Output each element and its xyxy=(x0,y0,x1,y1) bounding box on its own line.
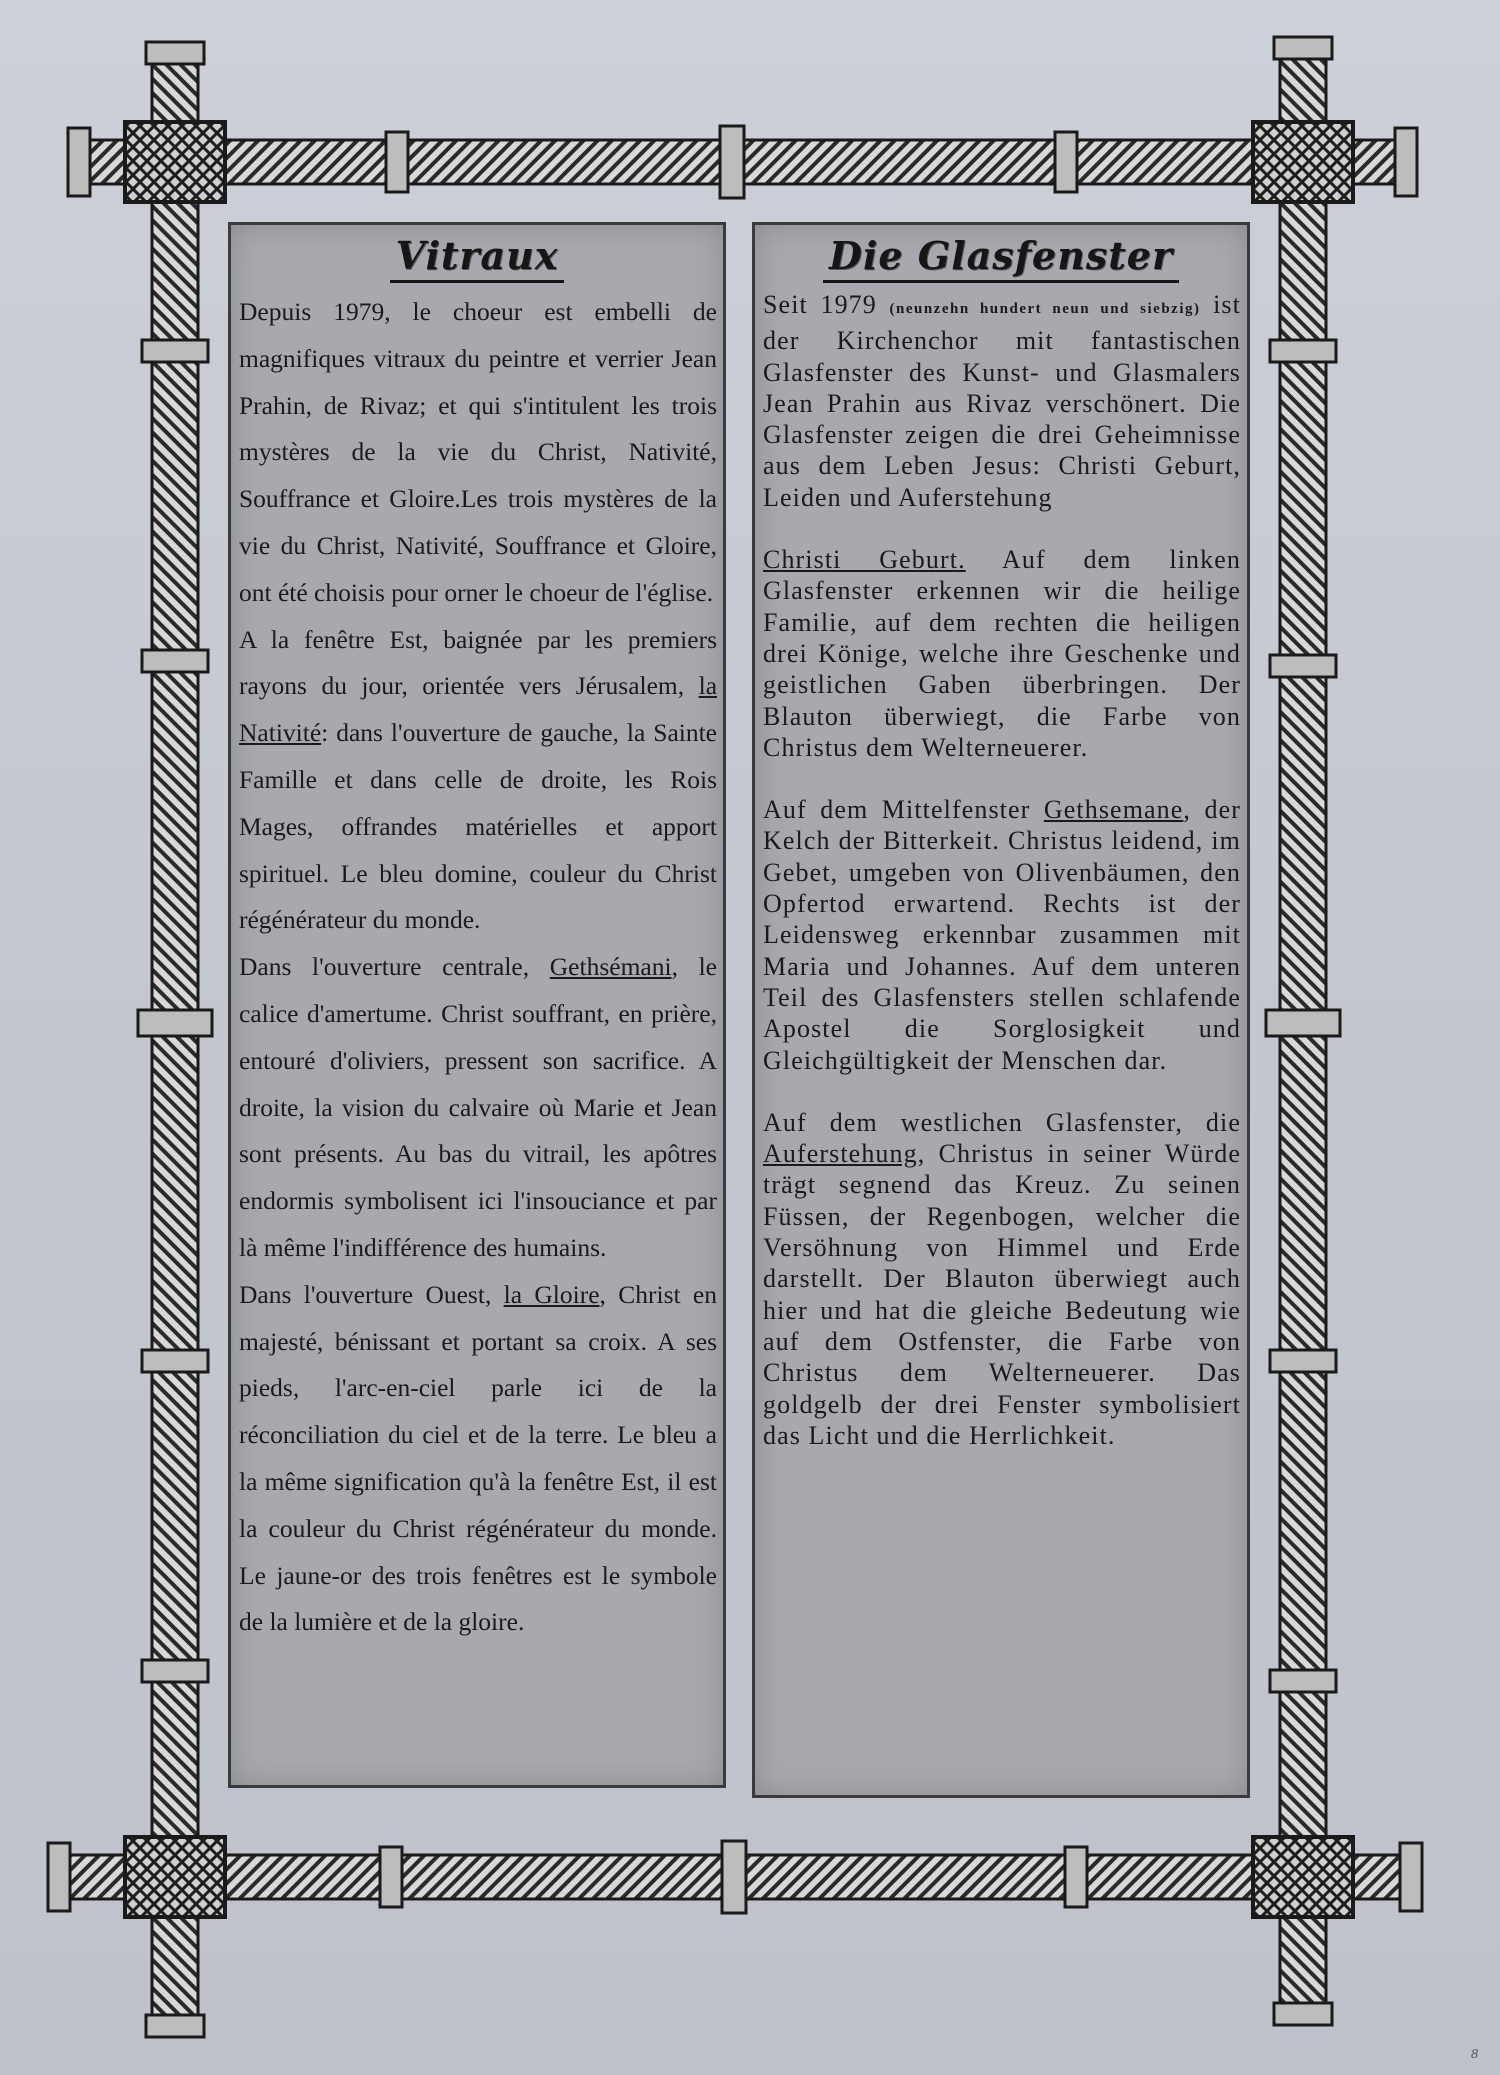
german-title: Die Glasfenster xyxy=(755,233,1247,283)
auferstehung-link: Auferstehung xyxy=(763,1139,918,1169)
left-bar xyxy=(138,42,212,2037)
gethsemani-link: Gethsémani xyxy=(549,952,672,982)
corner-knot-top-left xyxy=(125,122,225,202)
right-bar xyxy=(1266,37,1340,2025)
french-title: Vitraux xyxy=(231,233,723,283)
german-paragraph-gethsemane: Auf dem Mittelfenster Gethsemane, der Kelch der Bitterkeit. Christus leidend, im Gebet, umgeben von Olivenbäumen, den Opfertod erwartend. Rechts ist der Leidensweg erkennbar zusammen mit Maria und Johannes. Auf dem unteren Teil des Glasfensters stellen schlafende Apostel die Sorglosigkeit und Gleichgültigkeit der Menschen dar. xyxy=(763,795,1241,1075)
french-paragraph-intro: Depuis 1979, le choeur est embelli de magnifiques vitraux du peintre et verrier Jean Prahin, de Rivaz; et qui s'intitulent les trois mystères de la vie du Christ, Nativité, Souffrance et Gloire.Les trois mystères de la vie du Christ, Nativité, Souffrance et Gloire, ont été choisis pour orner le choeur de l'église. xyxy=(239,297,717,607)
french-panel xyxy=(228,222,726,1788)
german-paragraph-intro: Seit 1979 (neunzehn hundert neun und siebzig) ist der Kirchenchor mit fantastischen Glasfenster des Kunst- und Glasmalers Jean Prahin aus Rivaz verschönert. Die Glasfenster zeigen die drei Geheimnisse aus dem Leben Jesus: Christi Geburt, Leiden und Auferstehung xyxy=(763,290,1241,512)
page-number: 8 xyxy=(1471,2047,1478,2062)
french-paragraph-nativite: A la fenêtre Est, baignée par les premiers rayons du jour, orientée vers Jérusalem, la Nativité: dans l'ouverture de gauche, la Sainte Famille et dans celle de droite, les Rois Mages, offrandes matérielles et apport spirituel. Le bleu domine, couleur du Christ régénérateur du monde. xyxy=(239,624,718,935)
nativite-link: la Nativité xyxy=(239,671,718,748)
gethsemane-link: Gethsemane xyxy=(1043,795,1184,825)
german-paragraph-geburt: Christi Geburt. Auf dem linken Glasfenster erkennen wir die heilige Familie, auf dem rechten die heiligen drei Könige, welche ihre Geschenke und geistlichen Gaben überbringen. Der Blauton überwiegt, die Farbe von Christus dem Welterneuerer. xyxy=(763,545,1241,762)
french-paragraph-gloire: Dans l'ouverture Ouest, la Gloire, Christ en majesté, bénissant et portant sa croix. A ses pieds, l'arc-en-ciel parle ici de la réconciliation du ciel et de la terre. Le bleu a la même signification qu'à la fenêtre Est, il est la couleur du Christ régénérateur du monde. Le jaune-or des trois fenêtres est le symbole de la lumière et de la gloire. xyxy=(239,1279,717,1637)
corner-knot-top-right xyxy=(1253,122,1353,202)
corner-knot-bottom-right xyxy=(1253,1837,1353,1917)
french-paragraph-gethsemani: Dans l'ouverture centrale, Gethsémani, le calice d'amertume. Christ souffrant, en prière, entouré d'oliviers, pressent son sacrifice. A droite, la vision du calvaire où Marie et Jean sont présents. Au bas du vitrail, les apôtres endormis symbolisent ici l'insouciance et par là même l'indifférence des humains. xyxy=(239,952,717,1262)
gloire-link: la Gloire xyxy=(503,1279,600,1309)
corner-knot-bottom-left xyxy=(125,1837,225,1917)
geburt-link: Christi Geburt. xyxy=(763,545,966,575)
bottom-bar xyxy=(48,1841,1422,1913)
german-paragraph-auferstehung: Auf dem westlichen Glasfenster, die Auferstehung, Christus in seiner Würde trägt segnend das Kreuz. Zu seinen Füssen, der Regenbogen, welcher die Versöhnung von Himmel und Erde darstellt. Der Blauton überwiegt auch hier und hat die gleiche Bedeutung wie auf dem Ostfenster, die Farbe von Christus dem Welterneuerer. Das goldgelb der drei Fenster symbolisiert das Licht und die Herrlichkeit. xyxy=(763,1107,1241,1450)
german-panel xyxy=(752,222,1250,1798)
top-bar xyxy=(68,126,1417,198)
